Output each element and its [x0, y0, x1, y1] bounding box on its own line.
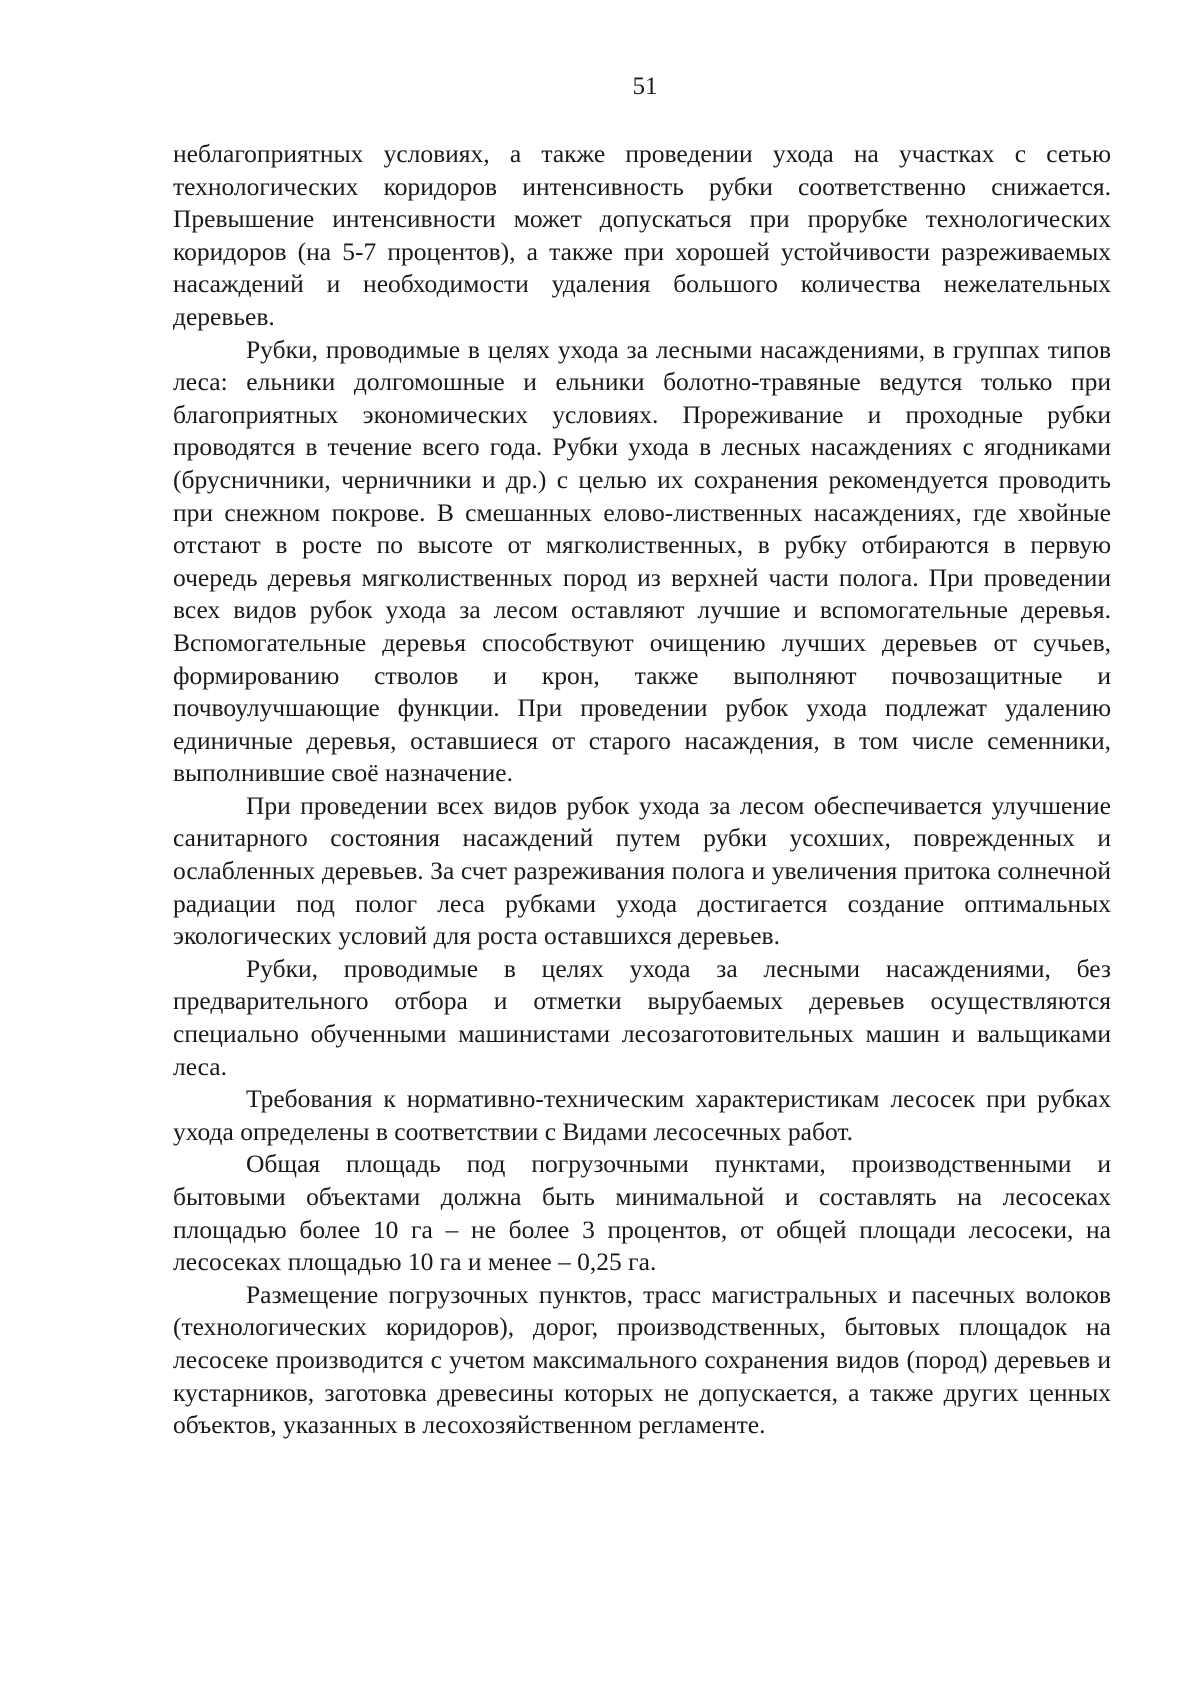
paragraph-total-area: Общая площадь под погрузочными пунктами, производственными и бытовыми объектами должна быть минимальной и составлять на лесосеках площадью более 10 га – не более 3 процентов, от общей площади лесосеки, на лесосеках площадью 10 га и менее – 0,25 га. [173, 1149, 1111, 1277]
paragraph-forest-types: Рубки, проводимые в целях ухода за лесными насаждениями, в группах типов леса: ельники долгомошные и ельники болотно-травяные ведутся только при благоприятных экономических условиях. Прореживание и проходные рубки проводятся в течение всего года. Рубки ухода в лесных насаждениях с ягодниками (брусничники, черничники и др.) с целью их сохранения рекомендуется проводить при снежном покрове. В смешанных елово-лиственных насаждениях, где хвойные отстают в росте по высоте от мягколиственных, в рубку отбираются в первую очередь деревья мягколиственных пород из верхней части полога. При проведении всех видов рубок ухода за лесом оставляют лучшие и вспомогательные деревья. Вспомогательные деревья способствуют очищению лучших деревьев от сучьев, формированию стволов и крон, также выполняют почвозащитные и почвоулучшающие функции. При проведении рубок ухода подлежат удалению единичные деревья, оставшиеся от старого насаждения, в том числе семенники, выполнившие своё назначение. [173, 334, 1111, 788]
paragraph-operators: Рубки, проводимые в целях ухода за лесными насаждениями, без предварительного отбора и отметки вырубаемых деревьев осуществляются специально обученными машинистами лесозаготовительных машин и вальщиками леса. [173, 953, 1111, 1081]
paragraph-intensity: неблагоприятных условиях, а также проведении ухода на участках с сетью технологических коридоров интенсивность рубки соответственно снижается. Превышение интенсивности может допускаться при прорубке технологических коридоров (на 5-7 процентов), а также при хорошей устойчивости разреживаемых насаждений и необходимости удаления большого количества нежелательных деревьев. [173, 139, 1111, 331]
page-number: 51 [632, 73, 658, 100]
paragraph-requirements: Требования к нормативно-техническим характеристикам лесосек при рубках ухода определены в соответствии с Видами лесосечных работ. [173, 1084, 1111, 1146]
paragraph-sanitary-condition: При проведении всех видов рубок ухода за лесом обеспечивается улучшение санитарного состояния насаждений путем рубки усохших, поврежденных и ослабленных деревьев. За счет разреживания полога и увеличения притока солнечной радиации под полог леса рубками ухода достигается создание оптимальных экологических условий для роста оставшихся деревьев. [173, 790, 1111, 951]
document-body [173, 138, 1111, 1442]
paragraph-placement: Размещение погрузочных пунктов, трасс магистральных и пасечных волоков (технологических коридоров), дорог, производственных, бытовых площадок на лесосеке производится с учетом максимального сохранения видов (пород) деревьев и кустарников, заготовка древесины которых не допускается, а также других ценных объектов, указанных в лесохозяйственном регламенте. [173, 1279, 1111, 1440]
